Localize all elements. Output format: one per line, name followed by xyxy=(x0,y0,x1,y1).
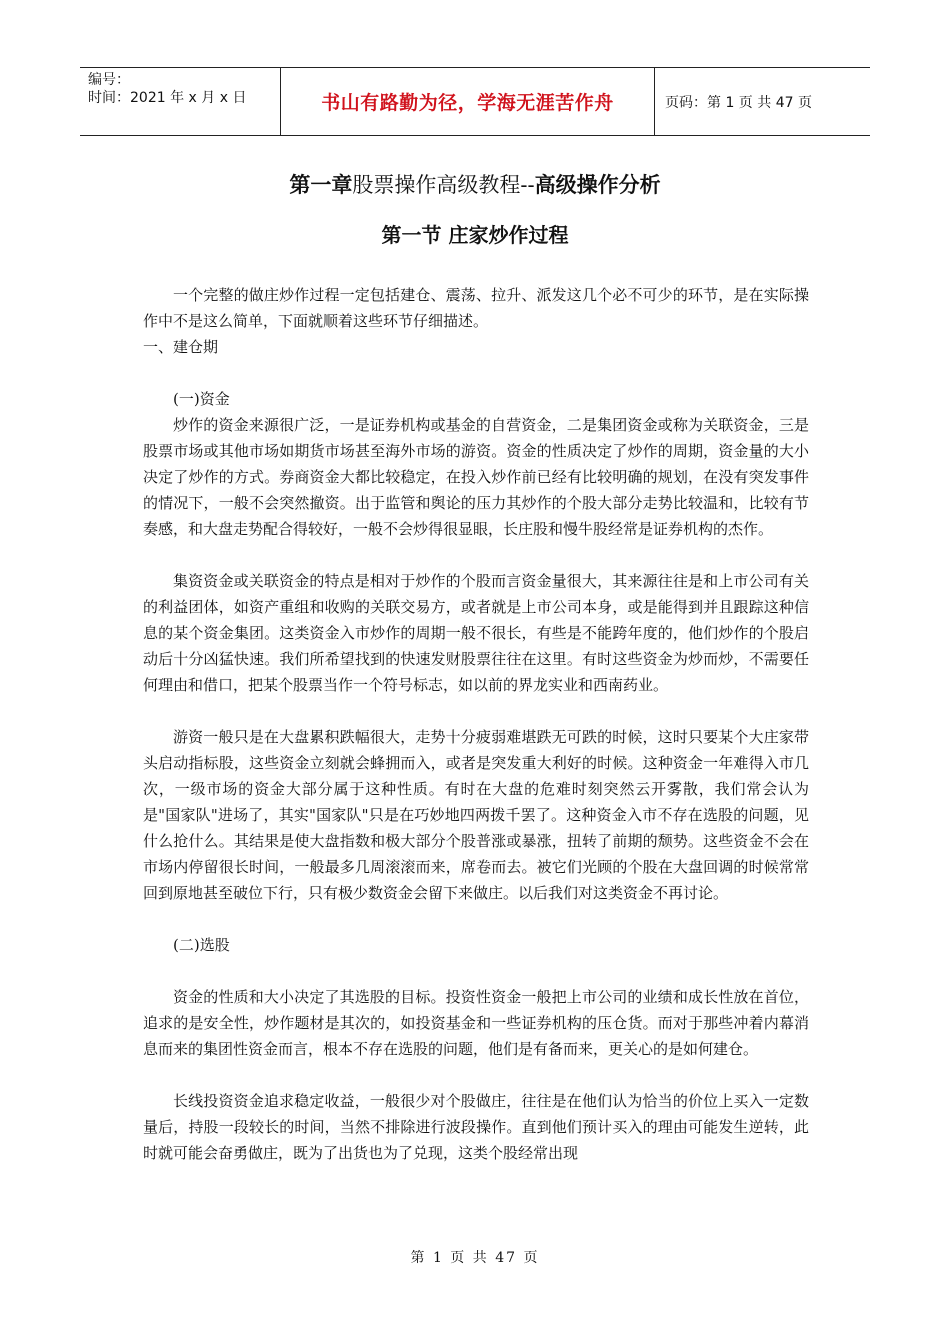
header-meta xyxy=(80,68,280,135)
chapter-title-part2: 股票操作高级教程-- xyxy=(352,173,535,197)
chapter-title xyxy=(0,170,950,200)
header-number-label: 编号： xyxy=(88,72,130,88)
paragraph-selection-2: 长线投资资金追求稳定收益，一般很少对个股做庄，往往是在他们认为恰当的价位上买入一定数量后，持股一段较长的时间，当然不排除进行波段操作。直到他们预计买入的理由可能发生逆转，此时就可能会奋勇做庄，既为了出货也为了兑现，这类个股经常出现 xyxy=(143,1092,809,1162)
paragraph-funds-2: 集资资金或关联资金的特点是相对于炒作的个股而言资金量很大，其来源往往是和上市公司有关的利益团体，如资产重组和收购的关联交易方，或者就是上市公司本身，或是能得到并且跟踪这种信息的某个资金集团。这类资金入市炒作的周期一般不很长，有些是不能跨年度的，他们炒作的个股启动后十分凶猛快速。我们所希望找到的快速发财股票往往在这里。有时这些资金为炒而炒，不需要任何理由和借口，把某个股票当作一个符号标志，如以前的界龙实业和西南药业。 xyxy=(143,572,809,694)
header-page-info-cell xyxy=(655,68,870,135)
subheading-funds: (一)资金 xyxy=(173,390,230,408)
document-body xyxy=(143,282,809,1166)
chapter-title-part1: 第一章 xyxy=(289,173,353,197)
header-time-label: 时间：2021 年 x 月 x 日 xyxy=(88,90,247,106)
intro-paragraph: 一个完整的做庄炒作过程一定包括建仓、震荡、拉升、派发这几个必不可少的环节，是在实际操作中不是这么简单，下面就顺着这些环节仔细描述。 xyxy=(143,286,809,330)
paragraph-funds-1: 炒作的资金来源很广泛，一是证券机构或基金的自营资金，二是集团资金或称为关联资金，三是股票市场或其他市场如期货市场甚至海外市场的游资。资金的性质决定了炒作的周期，资金量的大小决定了炒作的方式。券商资金大都比较稳定，在投入炒作前已经有比较明确的规划，在没有突发事件的情况下，一般不会突然撤资。出于监管和舆论的压力其炒作的个股大部分走势比较温和，比较有节奏感，和大盘走势配合得较好，一般不会炒得很显眼，长庄股和慢牛股经常是证券机构的杰作。 xyxy=(143,416,809,538)
paragraph-selection-1: 资金的性质和大小决定了其选股的目标。投资性资金一般把上市公司的业绩和成长性放在首位，追求的是安全性，炒作题材是其次的，如投资基金和一些证券机构的压仓货。而对于那些冲着内幕消息而来的集团性资金而言，根本不存在选股的问题，他们是有备而来，更关心的是如何建仓。 xyxy=(143,988,809,1058)
header-motto: 书山有路勤为径，学海无涯苦作舟 xyxy=(321,92,614,114)
subheading-stock-selection: (二)选股 xyxy=(173,936,230,954)
header-page-info: 页码：第 1 页 共 47 页 xyxy=(665,94,812,111)
paragraph-funds-3: 游资一般只是在大盘累积跌幅很大，走势十分疲弱难堪跌无可跌的时候，这时只要某个大庄家带头启动指标股，这些资金立刻就会蜂拥而入，或者是突发重大利好的时候。这种资金一年难得入市几次，一级市场的资金大部分属于这种性质。有时在大盘的危难时刻突然云开雾散，我们常会认为是"国家队"进场了，其实"国家队"只是在巧妙地四两拨千罢了。这种资金入市不存在选股的问题，见什么抢什么。其结果是使大盘指数和极大部分个股普涨或暴涨，扭转了前期的颓势。这些资金不会在市场内停留很长时间，一般最多几周滚滚而来，席卷而去。被它们光顾的个股在大盘回调的时候常常回到原地甚至破位下行，只有极少数资金会留下来做庄。以后我们对这类资金不再讨论。 xyxy=(143,728,809,902)
section-heading-1: 一、建仓期 xyxy=(143,338,219,356)
page-footer: 第 1 页 共 47 页 xyxy=(410,1250,540,1266)
chapter-title-part3: 高级操作分析 xyxy=(534,173,661,197)
page-header xyxy=(80,67,870,136)
header-motto-cell xyxy=(280,68,655,135)
section-title: 第一节 庄家炒作过程 xyxy=(381,223,569,247)
